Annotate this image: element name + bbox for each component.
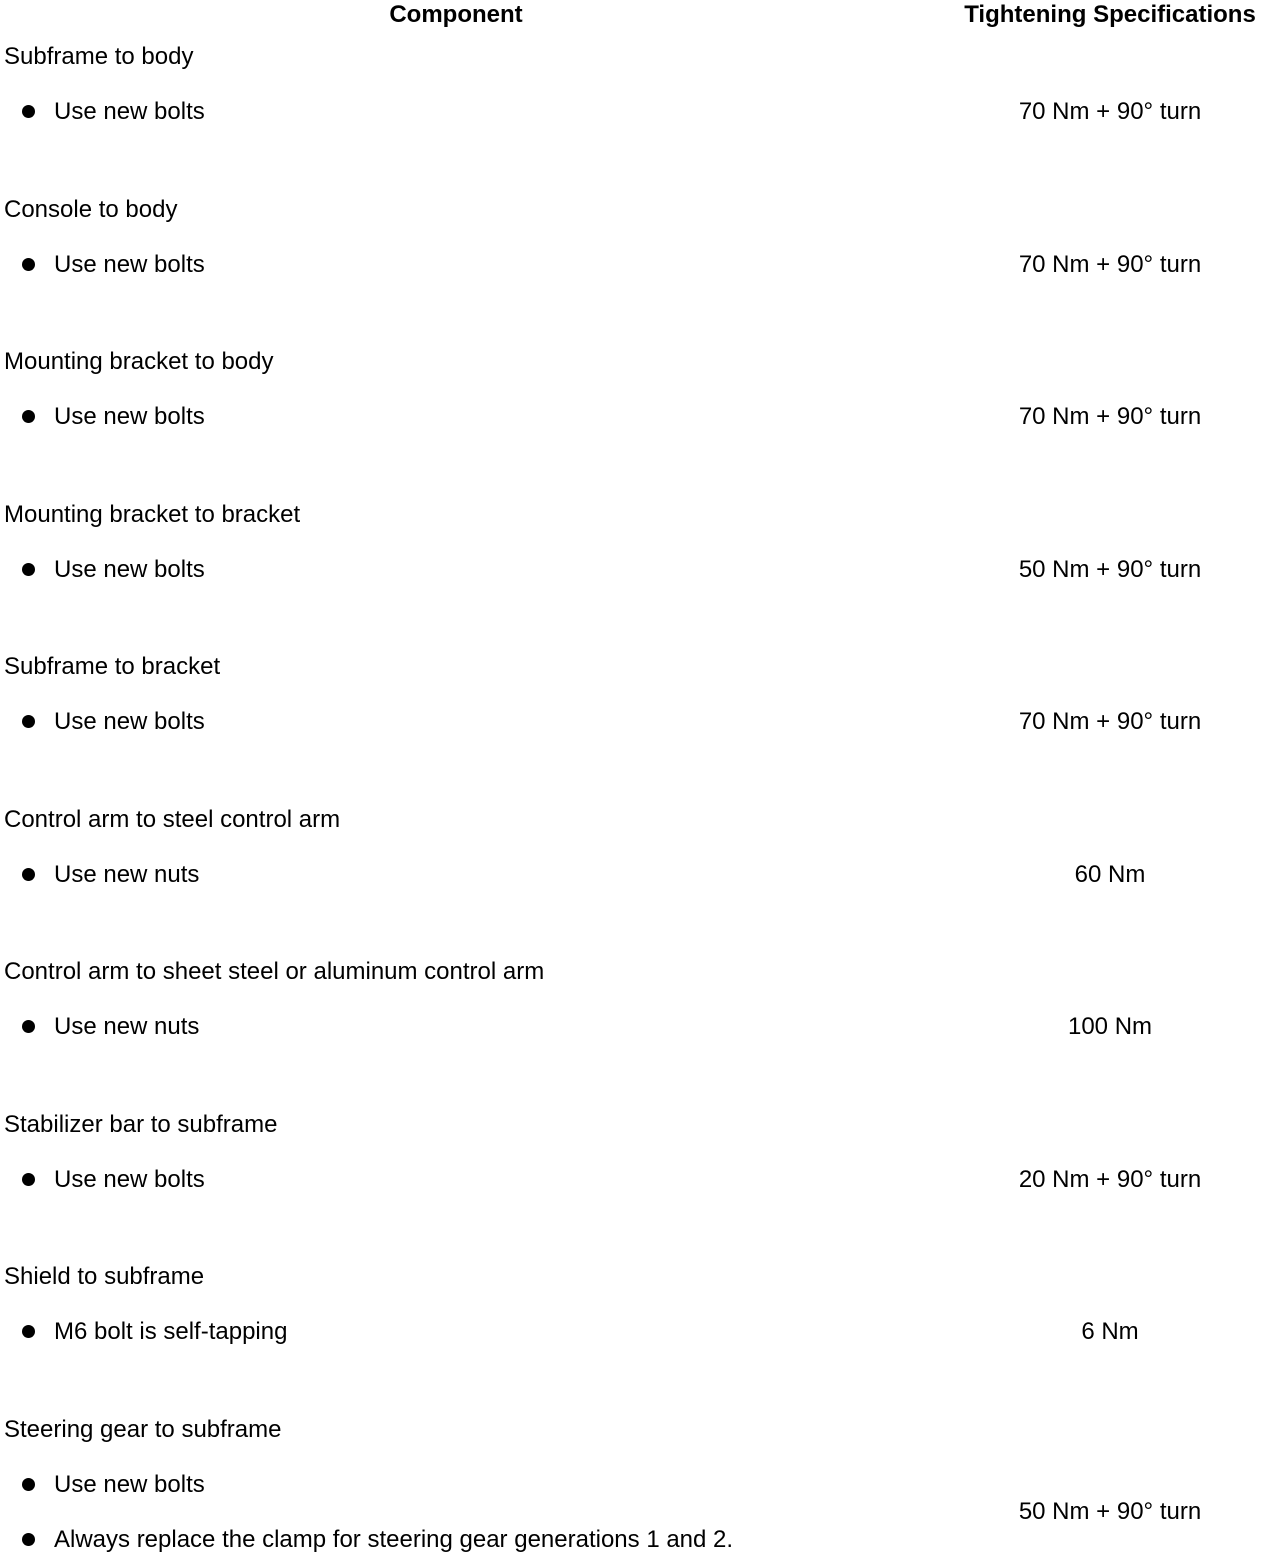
component-name: Mounting bracket to bracket	[4, 500, 301, 528]
bullet-icon	[22, 105, 35, 118]
tightening-spec-value: 60 Nm	[1074, 860, 1146, 888]
tightening-specifications-column-header: Tightening Specifications	[964, 1, 1256, 28]
note-list-item	[0, 1012, 900, 1042]
tightening-spec-value: 70 Nm + 90° turn	[1018, 403, 1202, 430]
bullet-icon	[22, 715, 35, 728]
note-text: Use new bolts	[54, 403, 205, 430]
bullet-icon	[22, 1478, 35, 1491]
component-name: Steering gear to subframe	[4, 1415, 282, 1443]
tightening-spec-value: 100 Nm	[1067, 1013, 1153, 1040]
note-text: Use new bolts	[54, 1165, 205, 1193]
note-text: Use new bolts	[54, 708, 205, 735]
tightening-spec-value: 70 Nm + 90° turn	[1018, 708, 1202, 735]
component-name: Shield to subframe	[4, 1263, 205, 1290]
tightening-spec-value: 20 Nm + 90° turn	[1018, 1165, 1202, 1193]
bullet-icon	[22, 1533, 35, 1546]
note-text: Use new nuts	[54, 1013, 200, 1040]
component-name: Control arm to sheet steel or aluminum control arm	[4, 958, 545, 985]
note-list-item	[0, 402, 900, 432]
note-text: Use new bolts	[54, 555, 205, 583]
component-name: Control arm to steel control arm	[4, 805, 341, 833]
bullet-icon	[22, 1020, 35, 1033]
note-text: Use new bolts	[54, 98, 205, 125]
component-name: Stabilizer bar to subframe	[4, 1110, 278, 1138]
note-text: Use new nuts	[54, 860, 200, 888]
tightening-spec-value: 70 Nm + 90° turn	[1018, 98, 1202, 125]
component-name: Subframe to body	[4, 43, 194, 70]
note-text: Use new bolts	[54, 1470, 205, 1498]
note-list-item	[0, 860, 900, 890]
note-list-item	[0, 1525, 900, 1555]
bullet-icon	[22, 410, 35, 423]
bullet-icon	[22, 1173, 35, 1186]
tightening-spec-value: 50 Nm + 90° turn	[1018, 555, 1202, 583]
tightening-spec-value: 70 Nm + 90° turn	[1018, 250, 1202, 278]
component-name: Subframe to bracket	[4, 653, 221, 680]
component-column-header: Component	[389, 1, 523, 28]
tightening-spec-value: 50 Nm + 90° turn	[1018, 1498, 1202, 1525]
note-list-item	[0, 555, 900, 585]
note-list-item	[0, 1317, 900, 1347]
bullet-icon	[22, 563, 35, 576]
bullet-icon	[22, 258, 35, 271]
bullet-icon	[22, 868, 35, 881]
note-text: M6 bolt is self-tapping	[54, 1318, 288, 1345]
note-list-item	[0, 1165, 900, 1195]
note-text: Always replace the clamp for steering gear generations 1 and 2.	[54, 1525, 734, 1553]
note-list-item	[0, 707, 900, 737]
bullet-icon	[22, 1325, 35, 1338]
component-name: Mounting bracket to body	[4, 348, 274, 375]
component-name: Console to body	[4, 195, 178, 223]
note-list-item	[0, 97, 900, 127]
table-header	[0, 0, 1280, 32]
note-text: Use new bolts	[54, 250, 205, 278]
note-list-item	[0, 250, 900, 280]
note-list-item	[0, 1470, 900, 1500]
tightening-spec-value: 6 Nm	[1081, 1318, 1139, 1345]
